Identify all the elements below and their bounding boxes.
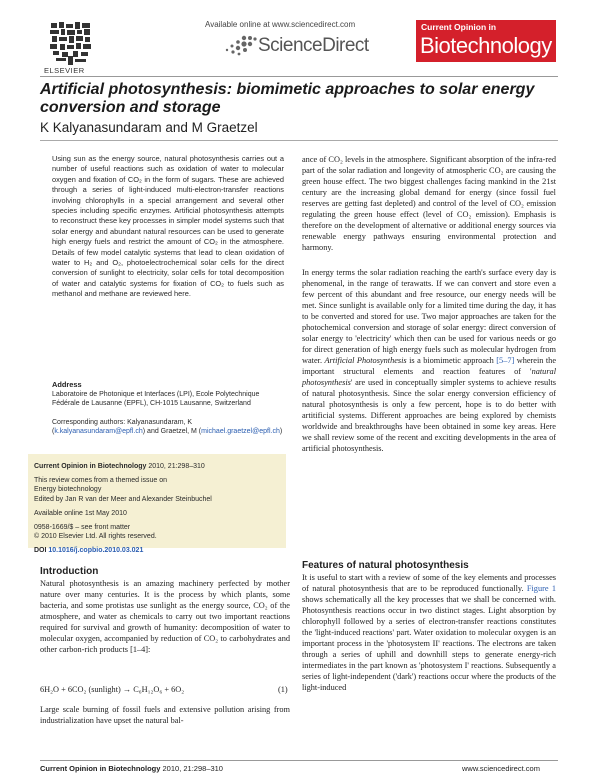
footer-url[interactable]: www.sciencedirect.com xyxy=(462,764,540,773)
footer-cite: 2010, 21:298–310 xyxy=(160,764,223,773)
email-link-1[interactable]: k.kalyanasundaram@epfl.ch xyxy=(54,428,143,436)
info-line1: This review comes from a themed issue on xyxy=(34,477,168,485)
article-authors: K Kalyanasundaram and M Graetzel xyxy=(40,120,258,135)
journal-banner-title: Biotechnology xyxy=(420,33,552,58)
email-link-2[interactable]: michael.graetzel@epfl.ch xyxy=(201,428,280,436)
intro-heading: Introduction xyxy=(40,566,99,577)
address-heading: Address xyxy=(52,380,82,389)
available-online-text: Available online at www.sciencedirect.com xyxy=(205,20,356,29)
footer-divider xyxy=(40,760,558,761)
doi-link[interactable]: 10.1016/j.copbio.2010.03.021 xyxy=(48,547,144,555)
equation-1: 6H₂O + 6CO₂ (sunlight) → C₆H₁₂O₆ + 6O₂ xyxy=(40,685,185,694)
intro-paragraph-1: Natural photosynthesis is an amazing machinery perfected by mother nature over many centuries. It is the process by which plants, some bacteria, and some protistas use sunlight as the energy source, CO₂ of the atmosphere, and water as chemicals to carry out two important reactions required for survival and growth of humanity: decomposition of water to molecular oxygen, accompanied by reduction of CO₂ to carbohydrates and other carbon-rich products [1–4]: xyxy=(40,579,290,654)
p2-em: Artificial Photosynthesis xyxy=(324,356,407,365)
info-line3: Edited by Jan R van der Meer and Alexander Steinbuchel xyxy=(34,495,212,503)
sciencedirect-wordmark: ScienceDirect xyxy=(258,35,369,56)
sciencedirect-dots-icon xyxy=(222,34,258,56)
header-divider xyxy=(40,76,558,77)
title-divider xyxy=(40,140,558,141)
p2-em2: natural photosynthesis xyxy=(302,367,556,387)
p2-c: wherein the important structural elements and reaction features of ' xyxy=(302,356,556,376)
features-paragraph xyxy=(302,572,556,693)
right-paragraph-1: ance of CO₂ levels in the atmosphere. Significant absorption of the infra-red part of the solar radiation and longevity of atmospheric CO₂ are causing the green house effect. The two biggest challenges facing mankind in the 21st century are the increasing global demand for energy (since fossil fuel reserves are getting fast depleted) and control of the level of CO₂ emission regulating the green house effect (level of CO₂ emission). Emphasis is therefore on the development of alternative or additional energy sources via renewable energy pathways ensuring environmental protection and harmony. xyxy=(302,155,556,252)
corr-suffix: ) xyxy=(279,428,283,436)
footer-journal: Current Opinion in Biotechnology xyxy=(40,764,161,773)
corresponding-authors xyxy=(52,418,284,437)
corr-mid: ) and Graetzel, M ( xyxy=(142,428,202,436)
article-title: Artificial photosynthesis: biomimetic approaches to solar energy conversion and storage xyxy=(40,81,535,116)
intro-paragraph-2: Large scale burning of fossil fuels and extensive pollution arising from industrialization have upset the natural bal- xyxy=(40,705,290,725)
footer-citation xyxy=(40,764,223,773)
p2-b: is a biomimetic approach xyxy=(406,356,497,365)
doi-label: DOI xyxy=(34,547,49,555)
elsevier-tree-logo xyxy=(48,20,94,66)
abstract: Using sun as the energy source, natural photosynthesis carries out a number of useful reactions such as oxidation of water to molecular oxygen and fixation of CO₂ in the form of sugars. These are achieved through a series of light-induced multi-electron-transfer reactions involving chlorophylls in a special arrangement and several other species including specific enzymes. Artificial photosynthesis attempts to reconstruct these key processes in simpler model systems such that solar energy and abundant natural resources can be used to generate high energy fuels and restrict the amount of CO₂ in the atmosphere. Details of few model catalytic systems that lead to clean oxidation of water to H₂ and O₂, photoelectrochemical solar cells for the direct conversion of sunlight to electricity, solar cells for total decomposition of water and catalytic systems for fixation of CO₂ to fuels such as methanol and methane are reviewed here. xyxy=(52,154,284,299)
info-citation: 2010, 21:298–310 xyxy=(146,463,205,470)
address-body: Laboratoire de Photonique et Interfaces (LPI), Ecole Polytechnique Fédérale de Lausanne (EPFL), CH-1015 Lausanne, Switzerland xyxy=(52,391,260,408)
info-line2: Energy biotechnology xyxy=(34,486,102,494)
reference-link[interactable]: [5–7] xyxy=(496,356,515,365)
info-available: Available online 1st May 2010 xyxy=(34,509,127,517)
equation-number: (1) xyxy=(278,685,288,694)
info-journal: Current Opinion in Biotechnology xyxy=(34,463,147,470)
info-issn: 0958-1669/$ – see front matter xyxy=(34,524,131,532)
journal-banner-prefix: Current Opinion in xyxy=(421,22,497,32)
right-paragraph-2 xyxy=(302,267,556,454)
p2-d: ' are used in conceptually simpler systems to achieve results of natural photosynthesis. Since the solar energy conversion efficiency of natural photosynthesis is only a few percent, hope is to do better with artitificial systems. Different approaches are being explored by chemists worldwide and breakthroughs have been obtained in some key areas. Here we shall review some of the recent and exciting developments in the area of artificial photosynthesis. xyxy=(302,378,556,453)
features-a: It is useful to start with a review of some of the key elements and processes of natural photosynthesis that are to be reproduced functionally. xyxy=(302,573,556,593)
publisher-name: ELSEVIER xyxy=(44,66,85,75)
info-copyright: © 2010 Elsevier Ltd. All rights reserved. xyxy=(34,533,157,541)
corr-prefix: Corresponding authors: Kalyanasundaram, K ( xyxy=(52,419,193,436)
p2-a: In energy terms the solar radiation reaching the earth's surface every day is phenomenal, in the range of terawatts. If we can convert and store even a few percent of this abundant and free resource, our energy needs will be met. Since sunlight is available only for a limited time during the day, it has to be converted and stored for use. Two major approaches are taken for the photochemical conversion and storage of solar energy: direct conversion of solar energy to 'electricity' which then can be used for various needs or go for direct generation of high energy fuels such as molecular hydrogen from water. xyxy=(302,268,556,365)
features-heading: Features of natural photosynthesis xyxy=(302,560,469,571)
article-info xyxy=(34,462,280,556)
figure-link[interactable]: Figure 1 xyxy=(526,584,556,593)
features-b: shows schematically all the key processes that we shall be concerned with. Photosynthesis reactions occur in two distinct stages. Light absorption by chlorophyll followed by a series of electron-transfer reactions constitutes the 'light-induced reactions' part. Water oxidation to molecular oxygen is an important process in the 'photosystem II' reactions. The electrons are taken through a series of uphill and downhill steps to generate energy-rich intermediates in the part known as 'photosystem I' reactions. Subsequently a series of light-independent ('dark') reactions occur where the products of the light-induced xyxy=(302,595,556,692)
